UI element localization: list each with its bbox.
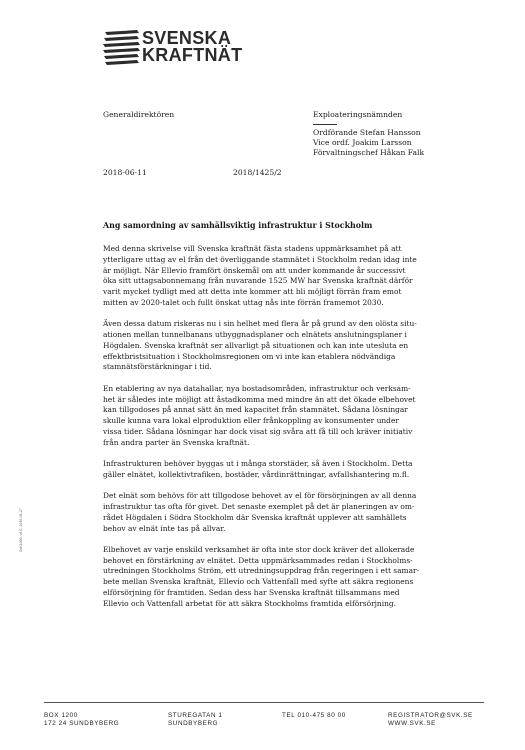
- recipient-line: Vice ordf. Joakim Larsson: [313, 138, 412, 147]
- body-paragraph: [103, 244, 455, 309]
- body-line: Även dessa datum riskeras nu i sin helhet med flera år på grund av den olösta situ-: [103, 319, 417, 329]
- document-code: SvK1000, v4.0, 2016-04-27: [19, 508, 23, 552]
- body-line: skulle kunna vara lokal elproduktion eller frånkoppling av konsumenter under: [103, 416, 399, 426]
- logo-wordmark: [142, 30, 242, 64]
- reference-number: 2018/1425/2: [233, 168, 282, 177]
- body-line: vissa tider. Sådana lösningar har dock visat sig svåra att få till och kräver initiativ: [103, 426, 413, 436]
- body-line: ationen mellan tunnelbanans utbyggnadsplaner och elnätets anslutningsplaner i: [103, 330, 407, 340]
- body-line: stamnätsförstärkningar i tid.: [103, 362, 212, 372]
- logo-line-1: SVENSKA: [142, 28, 232, 48]
- body-line: utredningen Stockholms Ström, ett utredningsuppdrag från regeringen i ett samar-: [103, 566, 420, 576]
- footer-address-line: BOX 1200: [44, 712, 78, 719]
- letter-date: 2018-06-11: [103, 168, 147, 177]
- footer-divider: [44, 702, 484, 703]
- recipient-divider: [313, 124, 337, 125]
- footer-address-line: 172 24 SUNDBYBERG: [44, 720, 120, 727]
- footer-phone: [282, 712, 346, 720]
- body-line: är möjligt. När Ellevio framfört önskemål om att under kommande år successivt: [103, 265, 406, 275]
- body-line: Det elnät som behövs för att tillgodose behovet av el för försörjningen av all denna: [103, 491, 417, 501]
- body-line: Ellevio och Vattenfall arbetat för att säkra Stockholms framtida elförsörjning.: [103, 598, 397, 608]
- body-line: infrastruktur tas ofta för givet. Det senaste exemplet på det är planeringen av om-: [103, 501, 415, 511]
- footer-website[interactable]: WWW.SVK.SE: [388, 720, 436, 727]
- body-paragraph: [103, 319, 455, 373]
- letter-subject: Ang samordning av samhällsviktig infrastruktur i Stockholm: [103, 221, 373, 230]
- body-line: Med denna skrivelse vill Svenska kraftnät fästa stadens uppmärksamhet på att: [103, 244, 402, 253]
- body-line: Högdalen. Svenska kraftnät ser allvarligt på situationen och kan inte utesluta en: [103, 340, 409, 350]
- footer-visit-line: SUNDBYBERG: [168, 720, 219, 727]
- body-line: från andra parter än Svenska kraftnät.: [103, 437, 250, 447]
- body-line: kan tillgodoses på annat sätt än med kapacitet från stamnätet. Sådana lösningar: [103, 405, 408, 415]
- body-line: Infrastrukturen behöver byggas ut i många storstäder, så även i Stockholm. Detta: [103, 459, 413, 469]
- body-line: gäller elnätet, kollektivtrafiken, bostäder, vårdinrättningar, avfallshantering m.fl.: [103, 469, 410, 479]
- body-line: mitten av 2020-talet och fullt önskat uttag nås inte förrän framemot 2030.: [103, 297, 384, 307]
- body-line: het är således inte möjligt att åstadkomma med mindre än att det ökade elbehovet: [103, 394, 416, 404]
- company-logo: [103, 29, 253, 69]
- body-line: bete mellan Svenska kraftnät, Ellevio och Vattenfall med syfte att säkra regionens: [103, 577, 414, 587]
- recipient-line: Ordförande Stefan Hansson: [313, 128, 421, 137]
- footer-visit-address: [168, 712, 223, 728]
- logo-line-2: KRAFTNÄT: [142, 45, 243, 65]
- recipient-block: [313, 110, 424, 158]
- recipient-line: Förvaltningschef Håkan Falk: [313, 148, 425, 157]
- body-line: effektbristsituation i Stockholmsregionen om vi inte kan etablera nödvändiga: [103, 351, 396, 361]
- body-line: öka sitt uttagsabonnemang från nuvarande 1525 MW har Svenska kraftnät därför: [103, 276, 413, 286]
- body-line: elförsörjning för framtiden. Sedan dess har Svenska kraftnät tillsammans med: [103, 588, 400, 598]
- stripes-logo-icon: [103, 29, 141, 67]
- body-line: Elbehovet av varje enskild verksamhet är ofta inte stor dock kräver det allokerade: [103, 544, 415, 554]
- footer-address: [44, 712, 119, 728]
- body-line: behovet en förstärkning av elnätet. Detta uppmärksammades redan i Stockholms-: [103, 555, 413, 565]
- body-line: rådet Högdalen i Södra Stockholm där Svenska kraftnät upplever att samhällets: [103, 512, 407, 522]
- body-paragraph: [103, 384, 455, 449]
- body-paragraph: [103, 545, 455, 610]
- body-line: ytterligare uttag av el från det överliggande stamnätet i Stockholm redan idag inte: [103, 254, 417, 264]
- body-paragraph: [103, 459, 455, 481]
- body-line: varit mycket tydligt med att detta inte kommer att bli möjligt förrän fram emot: [103, 287, 402, 297]
- body-line: En etablering av nya datahallar, nya bostadsområden, infrastruktur och verksam-: [103, 383, 411, 393]
- footer-phone-line: TEL 010-475 80 00: [282, 712, 346, 719]
- recipient-title: Exploateringsnämnden: [313, 110, 403, 119]
- footer-email[interactable]: REGISTRATOR@SVK.SE: [388, 712, 473, 719]
- letter-body: [103, 244, 455, 620]
- footer-contact: [388, 712, 473, 728]
- body-paragraph: [103, 491, 455, 534]
- footer-visit-line: STUREGATAN 1: [168, 712, 223, 719]
- sender-title: Generaldirektören: [103, 110, 175, 119]
- body-line: behov av elnät inte tas på allvar.: [103, 523, 226, 533]
